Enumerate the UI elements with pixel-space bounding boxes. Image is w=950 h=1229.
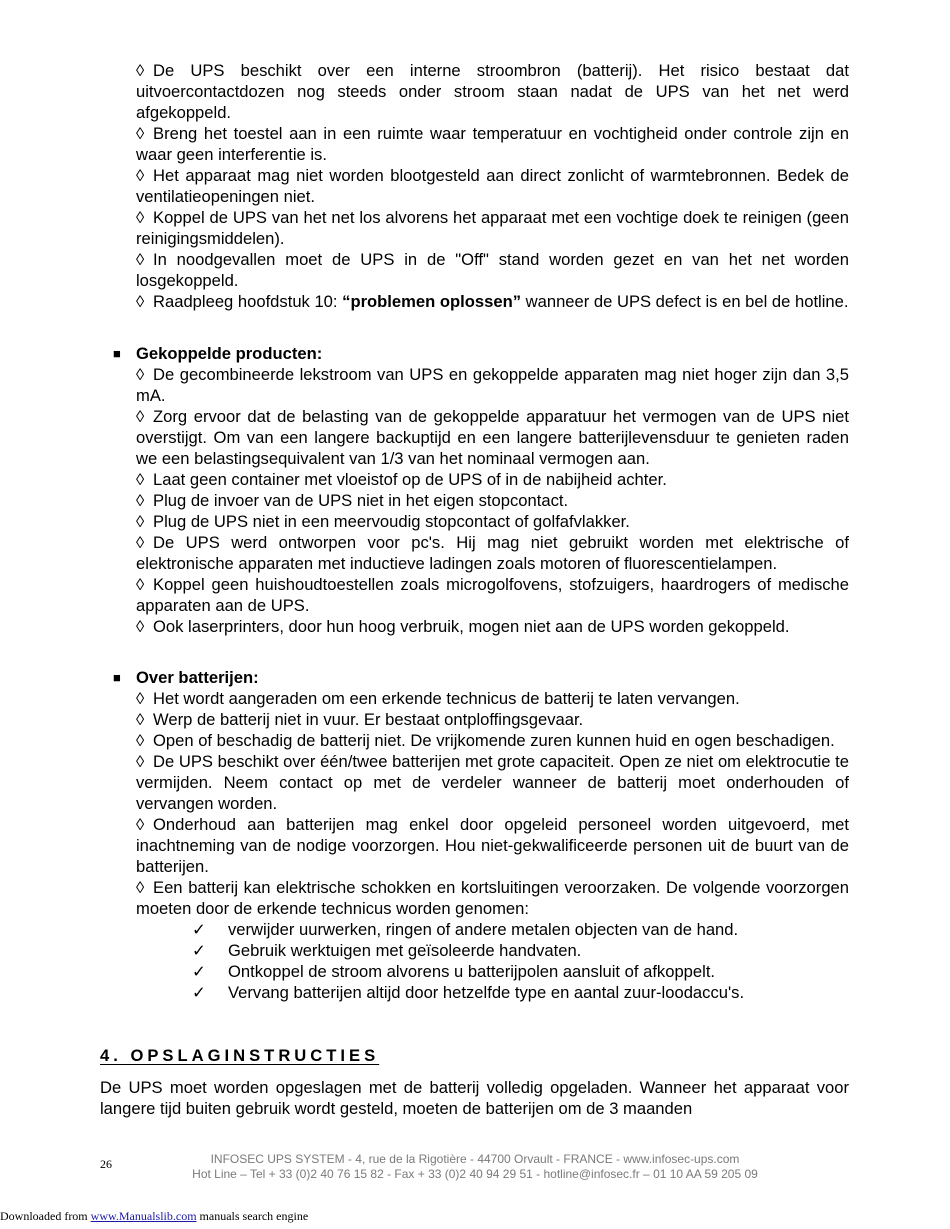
storage-heading: 4. OPSLAGINSTRUCTIES [100, 1046, 380, 1065]
connected-item: ◊ Plug de UPS niet in een meervoudig stopcontact of golfafvlakker. [136, 512, 630, 531]
checklist-item: ✓ Ontkoppel de stroom alvorens u batterijpolen aansluit of afkoppelt. [192, 962, 716, 981]
diamond-bullet-icon: ◊ [136, 470, 145, 489]
connected-item: ◊ Laat geen container met vloeistof op de UPS of in de nabijheid achter. [136, 470, 667, 489]
section-title: ■ Over batterijen: [113, 668, 259, 687]
diamond-bullet-icon: ◊ [136, 166, 145, 185]
intro-block [136, 60, 849, 312]
section-batteries [113, 667, 849, 1003]
diamond-bullet-icon: ◊ [136, 752, 145, 771]
battery-item: ◊ Onderhoud aan batterijen mag enkel door opgeleid personeel worden uitgevoerd, met inachtneming van de nodige voorzorgen. Hou niet-gekwalificeerde personen uit de buurt van de batterijen. [136, 815, 849, 876]
checklist-item: ✓ verwijder uurwerken, ringen of andere metalen objecten van de hand. [192, 920, 739, 939]
download-notice: Downloaded from www.Manualslib.com manuals search engine [0, 1209, 309, 1223]
checkmark-icon: ✓ [192, 920, 206, 939]
square-bullet-icon: ■ [113, 670, 121, 685]
diamond-bullet-icon: ◊ [136, 815, 145, 834]
precautions-checklist [136, 919, 849, 1003]
footer-hotline: Hot Line – Tel + 33 (0)2 40 76 15 82 - Fax + 33 (0)2 40 94 29 51 - hotline@infosec.fr – 01 10 AA 59 205 09 [192, 1167, 758, 1181]
diamond-bullet-icon: ◊ [136, 208, 145, 227]
battery-item: ◊ Open of beschadig de batterij niet. De vrijkomende zuren kunnen huid en ogen beschadigen. [136, 731, 835, 750]
safety-item: ◊ Koppel de UPS van het net los alvorens het apparaat met een vochtige doek te reinigen (geen reinigingsmiddelen). [136, 208, 849, 248]
diamond-bullet-icon: ◊ [136, 512, 145, 531]
diamond-bullet-icon: ◊ [136, 731, 145, 750]
footer-address: INFOSEC UPS SYSTEM - 4, rue de la Rigotière - 44700 Orvault - FRANCE - www.infosec-ups.com [210, 1152, 740, 1166]
section-title: ■ Gekoppelde producten: [113, 344, 323, 363]
diamond-bullet-icon: ◊ [136, 878, 145, 897]
checklist-item: ✓ Gebruik werktuigen met geïsoleerde handvaten. [192, 941, 582, 960]
chapter-reference: “problemen oplossen” [342, 292, 522, 311]
battery-item: ◊ Werp de batterij niet in vuur. Er bestaat ontploffingsgevaar. [136, 710, 584, 729]
connected-item: ◊ Zorg ervoor dat de belasting van de gekoppelde apparatuur het vermogen van de UPS niet overstijgt. Om van een langere backuptijd en een langere batterijlevensduur te genieten raden we een belastingsequivalent van 1/3 van het nominaal vermogen aan. [136, 407, 849, 468]
battery-item: ◊ Een batterij kan elektrische schokken en kortsluitingen veroorzaken. De volgende voorzorgen moeten door de erkende technicus worden genomen: [136, 878, 849, 918]
manualslib-link[interactable]: www.Manualslib.com [90, 1209, 197, 1223]
page-number: 26 [100, 1157, 112, 1171]
diamond-bullet-icon: ◊ [136, 689, 145, 708]
checklist-item: ✓ Vervang batterijen altijd door hetzelfde type en aantal zuur-loodaccu's. [192, 983, 745, 1002]
safety-item: ◊ Breng het toestel aan in een ruimte waar temperatuur en vochtigheid onder controle zijn en waar geen interferentie is. [136, 124, 849, 164]
square-bullet-icon: ■ [113, 346, 121, 361]
battery-item: ◊ Het wordt aangeraden om een erkende technicus de batterij te laten vervangen. [136, 689, 740, 708]
checkmark-icon: ✓ [192, 941, 206, 960]
storage-text: De UPS moet worden opgeslagen met de batterij volledig opgeladen. Wanneer het apparaat voor langere tijd buiten gebruik wordt gesteld, moeten de batterijen om de 3 maanden [100, 1078, 849, 1118]
checkmark-icon: ✓ [192, 983, 206, 1002]
safety-item-hotline: ◊ Raadpleeg hoofdstuk 10: “problemen oplossen” wanneer de UPS defect is en bel de hotline. [136, 292, 849, 311]
battery-item: ◊ De UPS beschikt over één/twee batterijen met grote capaciteit. Open ze niet om elektrocutie te vermijden. Neem contact op met de verdeler wanneer de batterij moet onderhouden of vervangen worden. [136, 752, 849, 813]
diamond-bullet-icon: ◊ [136, 533, 145, 552]
footer-contact [140, 1152, 810, 1182]
diamond-bullet-icon: ◊ [136, 250, 145, 269]
checkmark-icon: ✓ [192, 962, 206, 981]
diamond-bullet-icon: ◊ [136, 61, 145, 80]
diamond-bullet-icon: ◊ [136, 710, 145, 729]
connected-item: ◊ De UPS werd ontworpen voor pc's. Hij mag niet gebruikt worden met elektrische of elektronische apparaten met inductieve ladingen zoals motoren of fluorescentielampen. [136, 533, 849, 573]
diamond-bullet-icon: ◊ [136, 617, 145, 636]
connected-item: ◊ Plug de invoer van de UPS niet in het eigen stopcontact. [136, 491, 569, 510]
connected-item: ◊ Ook laserprinters, door hun hoog verbruik, mogen niet aan de UPS worden gekoppeld. [136, 617, 790, 636]
safety-item: ◊ De UPS beschikt over een interne stroombron (batterij). Het risico bestaat dat uitvoercontactdozen nog steeds onder stroom staan nadat de UPS van het net werd afgekoppeld. [136, 61, 849, 122]
connected-item: ◊ Koppel geen huishoudtoestellen zoals microgolfovens, stofzuigers, haardrogers of medische apparaten aan de UPS. [136, 575, 849, 615]
diamond-bullet-icon: ◊ [136, 124, 145, 143]
diamond-bullet-icon: ◊ [136, 407, 145, 426]
diamond-bullet-icon: ◊ [136, 292, 145, 311]
diamond-bullet-icon: ◊ [136, 575, 145, 594]
diamond-bullet-icon: ◊ [136, 365, 145, 384]
safety-item: ◊ Het apparaat mag niet worden blootgesteld aan direct zonlicht of warmtebronnen. Bedek de ventilatieopeningen niet. [136, 166, 849, 206]
diamond-bullet-icon: ◊ [136, 491, 145, 510]
connected-item: ◊ De gecombineerde lekstroom van UPS en gekoppelde apparaten mag niet hoger zijn dan 3,5 mA. [136, 365, 849, 405]
section-connected-products [113, 343, 849, 637]
safety-item: ◊ In noodgevallen moet de UPS in de "Off" stand worden gezet en van het net worden losgekoppeld. [136, 250, 849, 290]
